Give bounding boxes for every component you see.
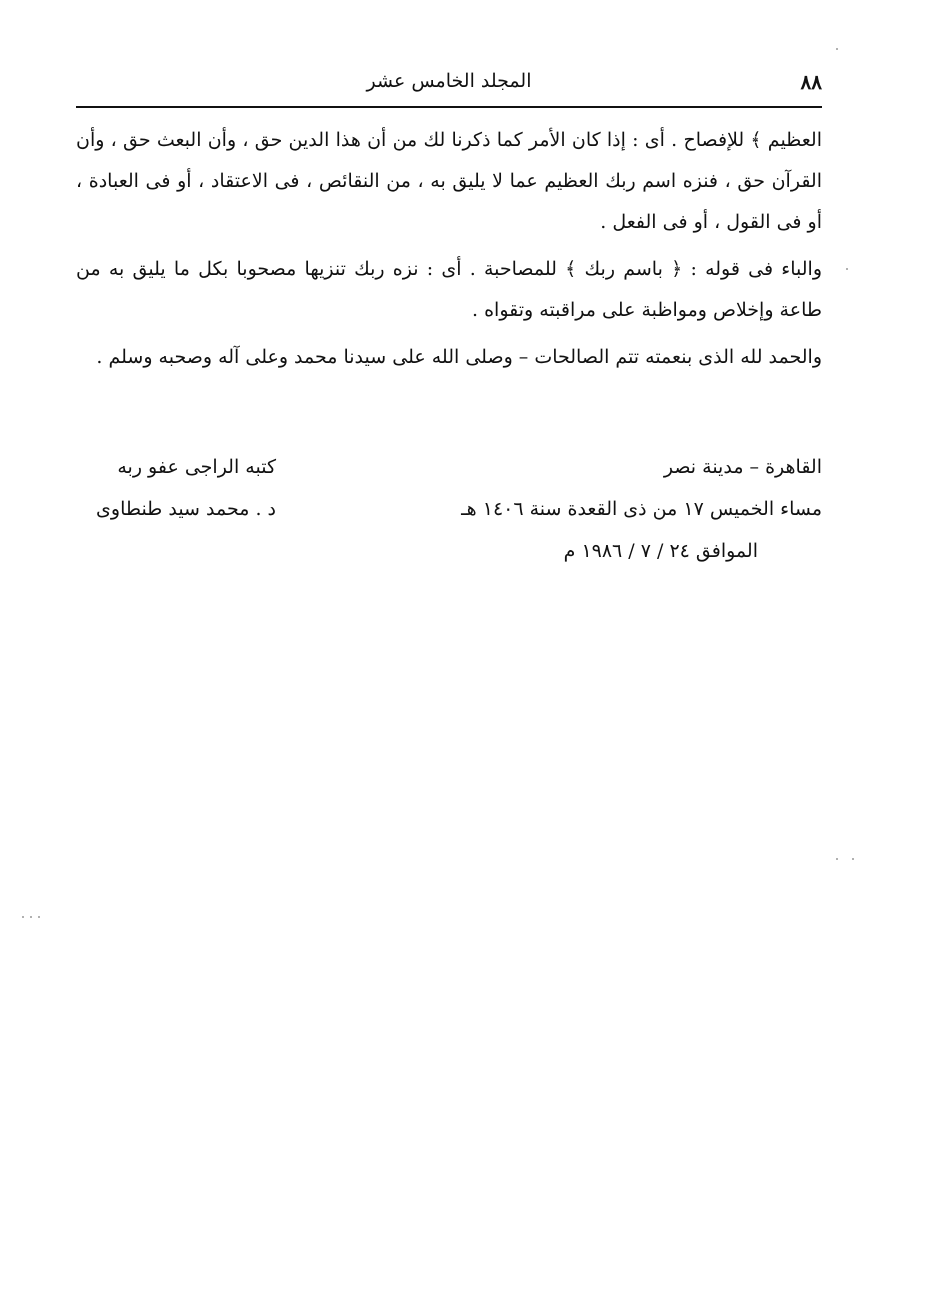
scan-speck [852, 858, 854, 860]
scan-speck [836, 858, 838, 860]
signature-intro: كتبه الراجى عفو ربه [117, 456, 276, 478]
place-line: القاهرة – مدينة نصر [663, 456, 822, 478]
scan-speck [38, 916, 40, 918]
body-text [76, 120, 822, 384]
scan-speck [836, 48, 838, 50]
volume-title: المجلد الخامس عشر [366, 70, 532, 92]
running-header [76, 66, 822, 102]
paragraph: العظيم ﴾ للإفصاح . أى : إذا كان الأمر كما ذكرنا لك من أن هذا الدين حق ، وأن البعث حق ، وأن القرآن حق ، فنزه اسم ربك العظيم عما لا يليق به ، من النقائص ، فى الاعتقاد ، أو فى العبادة ، أو فى القول ، أو فى الفعل . [76, 129, 822, 233]
closing-section [76, 446, 822, 586]
place-date-block [382, 446, 822, 572]
header-rule [76, 106, 822, 108]
paragraph: والباء فى قوله : ﴿ باسم ربك ﴾ للمصاحبة . أى : نزه ربك تنزيها مصحوبا بكل ما يليق به من طاعة وإخلاص ومواظبة على مراقبته وتقواه . [76, 258, 822, 321]
scan-speck [22, 916, 24, 918]
author-signature: د . محمد سيد طنطاوى [96, 498, 276, 520]
signature-block [76, 446, 276, 530]
scan-speck [846, 268, 848, 270]
scan-speck [30, 916, 32, 918]
gregorian-date-line: الموافق ٢٤ / ٧ / ١٩٨٦ م [563, 540, 758, 562]
paragraph: والحمد لله الذى بنعمته تتم الصالحات – وصلى الله على سيدنا محمد وعلى آله وصحبه وسلم . [96, 346, 822, 368]
page-number: ٨٨ [800, 70, 822, 94]
hijri-date-line: مساء الخميس ١٧ من ذى القعدة سنة ١٤٠٦ هـ [461, 498, 822, 520]
